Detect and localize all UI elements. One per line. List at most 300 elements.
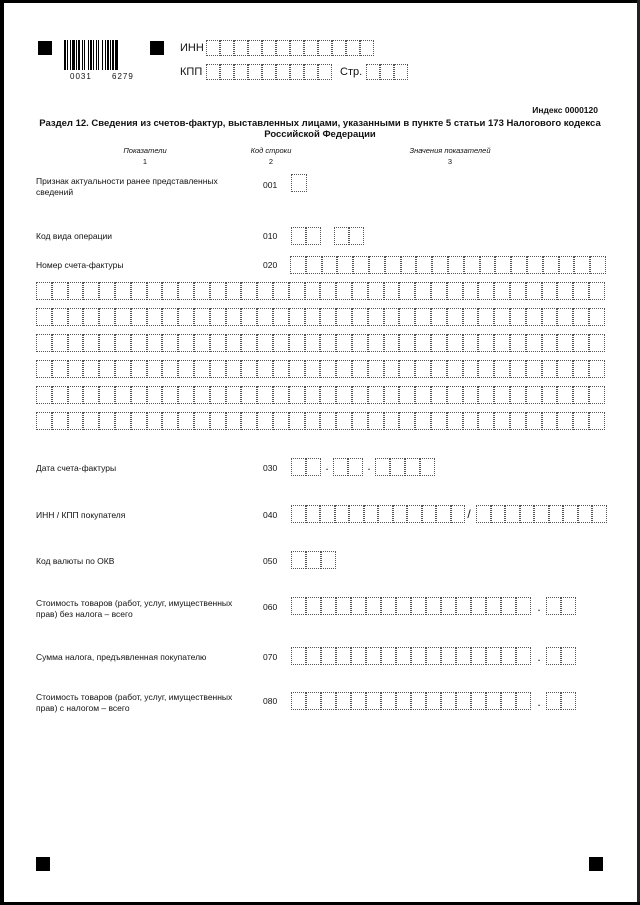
input-cell[interactable] xyxy=(257,386,273,404)
input-cell[interactable] xyxy=(83,360,99,378)
operation-code-field-1[interactable] xyxy=(291,227,321,245)
input-cell[interactable] xyxy=(573,334,589,352)
input-cell[interactable] xyxy=(526,308,542,326)
input-cell[interactable] xyxy=(573,282,589,300)
input-cell[interactable] xyxy=(305,412,321,430)
input-cell[interactable] xyxy=(234,64,248,80)
input-cell[interactable] xyxy=(352,282,368,300)
input-cell[interactable] xyxy=(456,692,471,710)
input-cell[interactable] xyxy=(99,412,115,430)
input-cell[interactable] xyxy=(471,597,486,615)
input-cell[interactable] xyxy=(381,692,396,710)
input-cell[interactable] xyxy=(131,282,147,300)
input-cell[interactable] xyxy=(147,334,163,352)
input-cell[interactable] xyxy=(273,282,289,300)
input-cell[interactable] xyxy=(337,256,353,274)
input-cell[interactable] xyxy=(384,386,400,404)
input-cell[interactable] xyxy=(486,647,501,665)
input-cell[interactable] xyxy=(369,256,385,274)
input-cell[interactable] xyxy=(351,647,366,665)
input-cell[interactable] xyxy=(573,412,589,430)
input-cell[interactable] xyxy=(305,386,321,404)
input-cell[interactable] xyxy=(381,597,396,615)
input-cell[interactable] xyxy=(380,64,394,80)
input-cell[interactable] xyxy=(305,282,321,300)
input-cell[interactable] xyxy=(291,551,306,569)
input-cell[interactable] xyxy=(257,282,273,300)
input-cell[interactable] xyxy=(52,308,68,326)
invoice-number-field-line-2[interactable] xyxy=(36,282,605,300)
input-cell[interactable] xyxy=(162,360,178,378)
input-cell[interactable] xyxy=(494,386,510,404)
input-cell[interactable] xyxy=(248,40,262,56)
input-cell[interactable] xyxy=(407,505,422,523)
input-cell[interactable] xyxy=(83,334,99,352)
input-cell[interactable] xyxy=(241,334,257,352)
input-cell[interactable] xyxy=(463,386,479,404)
input-cell[interactable] xyxy=(399,412,415,430)
input-cell[interactable] xyxy=(147,282,163,300)
input-cell[interactable] xyxy=(52,360,68,378)
input-cell[interactable] xyxy=(546,692,561,710)
input-cell[interactable] xyxy=(352,412,368,430)
input-cell[interactable] xyxy=(290,40,304,56)
input-cell[interactable] xyxy=(352,386,368,404)
input-cell[interactable] xyxy=(542,308,558,326)
input-cell[interactable] xyxy=(320,386,336,404)
input-cell[interactable] xyxy=(99,360,115,378)
input-cell[interactable] xyxy=(589,386,605,404)
input-cell[interactable] xyxy=(194,386,210,404)
page-number-field[interactable] xyxy=(366,64,408,80)
input-cell[interactable] xyxy=(543,256,559,274)
input-cell[interactable] xyxy=(273,334,289,352)
input-cell[interactable] xyxy=(306,692,321,710)
input-cell[interactable] xyxy=(456,597,471,615)
input-cell[interactable] xyxy=(589,360,605,378)
input-cell[interactable] xyxy=(289,360,305,378)
input-cell[interactable] xyxy=(478,386,494,404)
input-cell[interactable] xyxy=(257,412,273,430)
buyer-inn-field[interactable] xyxy=(291,505,465,523)
input-cell[interactable] xyxy=(131,386,147,404)
input-cell[interactable] xyxy=(115,386,131,404)
input-cell[interactable] xyxy=(589,308,605,326)
input-cell[interactable] xyxy=(241,308,257,326)
invoice-number-field-line-1[interactable] xyxy=(290,256,606,274)
input-cell[interactable] xyxy=(322,256,338,274)
input-cell[interactable] xyxy=(384,360,400,378)
input-cell[interactable] xyxy=(396,647,411,665)
input-cell[interactable] xyxy=(505,505,520,523)
input-cell[interactable] xyxy=(546,647,561,665)
input-cell[interactable] xyxy=(36,360,52,378)
invoice-number-field-line-3[interactable] xyxy=(36,308,605,326)
input-cell[interactable] xyxy=(557,334,573,352)
input-cell[interactable] xyxy=(441,647,456,665)
input-cell[interactable] xyxy=(592,505,607,523)
input-cell[interactable] xyxy=(399,282,415,300)
input-cell[interactable] xyxy=(447,282,463,300)
input-cell[interactable] xyxy=(526,282,542,300)
input-cell[interactable] xyxy=(415,360,431,378)
input-cell[interactable] xyxy=(162,412,178,430)
input-cell[interactable] xyxy=(320,505,335,523)
input-cell[interactable] xyxy=(273,386,289,404)
input-cell[interactable] xyxy=(234,40,248,56)
input-cell[interactable] xyxy=(131,334,147,352)
input-cell[interactable] xyxy=(478,282,494,300)
input-cell[interactable] xyxy=(527,256,543,274)
input-cell[interactable] xyxy=(336,647,351,665)
input-cell[interactable] xyxy=(220,64,234,80)
input-cell[interactable] xyxy=(306,505,321,523)
input-cell[interactable] xyxy=(194,360,210,378)
input-cell[interactable] xyxy=(415,334,431,352)
input-cell[interactable] xyxy=(415,282,431,300)
input-cell[interactable] xyxy=(368,282,384,300)
kpp-field[interactable] xyxy=(206,64,332,80)
input-cell[interactable] xyxy=(52,386,68,404)
input-cell[interactable] xyxy=(320,308,336,326)
input-cell[interactable] xyxy=(416,256,432,274)
input-cell[interactable] xyxy=(589,334,605,352)
input-cell[interactable] xyxy=(494,334,510,352)
input-cell[interactable] xyxy=(306,597,321,615)
input-cell[interactable] xyxy=(422,505,437,523)
input-cell[interactable] xyxy=(273,412,289,430)
input-cell[interactable] xyxy=(399,386,415,404)
input-cell[interactable] xyxy=(368,360,384,378)
invoice-number-field-line-7[interactable] xyxy=(36,412,605,430)
input-cell[interactable] xyxy=(394,64,408,80)
input-cell[interactable] xyxy=(305,308,321,326)
input-cell[interactable] xyxy=(399,360,415,378)
input-cell[interactable] xyxy=(68,282,84,300)
input-cell[interactable] xyxy=(68,334,84,352)
input-cell[interactable] xyxy=(52,334,68,352)
input-cell[interactable] xyxy=(226,386,242,404)
input-cell[interactable] xyxy=(360,40,374,56)
input-cell[interactable] xyxy=(351,692,366,710)
input-cell[interactable] xyxy=(396,692,411,710)
input-cell[interactable] xyxy=(336,692,351,710)
input-cell[interactable] xyxy=(463,308,479,326)
input-cell[interactable] xyxy=(574,256,590,274)
input-cell[interactable] xyxy=(463,360,479,378)
input-cell[interactable] xyxy=(318,64,332,80)
input-cell[interactable] xyxy=(52,412,68,430)
input-cell[interactable] xyxy=(384,334,400,352)
input-cell[interactable] xyxy=(526,412,542,430)
input-cell[interactable] xyxy=(494,360,510,378)
input-cell[interactable] xyxy=(456,647,471,665)
input-cell[interactable] xyxy=(220,40,234,56)
input-cell[interactable] xyxy=(501,692,516,710)
input-cell[interactable] xyxy=(306,647,321,665)
input-cell[interactable] xyxy=(320,334,336,352)
input-cell[interactable] xyxy=(366,692,381,710)
input-cell[interactable] xyxy=(115,282,131,300)
input-cell[interactable] xyxy=(335,505,350,523)
input-cell[interactable] xyxy=(480,256,496,274)
input-cell[interactable] xyxy=(447,412,463,430)
input-cell[interactable] xyxy=(304,40,318,56)
input-cell[interactable] xyxy=(463,282,479,300)
input-cell[interactable] xyxy=(495,256,511,274)
input-cell[interactable] xyxy=(534,505,549,523)
input-cell[interactable] xyxy=(321,551,336,569)
input-cell[interactable] xyxy=(99,308,115,326)
input-cell[interactable] xyxy=(332,40,346,56)
input-cell[interactable] xyxy=(464,256,480,274)
input-cell[interactable] xyxy=(401,256,417,274)
input-cell[interactable] xyxy=(426,647,441,665)
input-cell[interactable] xyxy=(384,282,400,300)
input-cell[interactable] xyxy=(289,334,305,352)
input-cell[interactable] xyxy=(334,227,349,245)
input-cell[interactable] xyxy=(368,334,384,352)
input-cell[interactable] xyxy=(83,282,99,300)
input-cell[interactable] xyxy=(431,386,447,404)
input-cell[interactable] xyxy=(210,412,226,430)
input-cell[interactable] xyxy=(99,282,115,300)
input-cell[interactable] xyxy=(516,647,531,665)
value-without-tax-field[interactable] xyxy=(291,597,531,615)
tax-amount-field[interactable] xyxy=(291,647,531,665)
input-cell[interactable] xyxy=(399,334,415,352)
invoice-number-field-line-4[interactable] xyxy=(36,334,605,352)
input-cell[interactable] xyxy=(291,692,306,710)
input-cell[interactable] xyxy=(494,282,510,300)
input-cell[interactable] xyxy=(276,64,290,80)
input-cell[interactable] xyxy=(99,386,115,404)
input-cell[interactable] xyxy=(36,334,52,352)
input-cell[interactable] xyxy=(210,386,226,404)
input-cell[interactable] xyxy=(99,334,115,352)
input-cell[interactable] xyxy=(415,412,431,430)
input-cell[interactable] xyxy=(557,386,573,404)
input-cell[interactable] xyxy=(68,360,84,378)
input-cell[interactable] xyxy=(305,334,321,352)
input-cell[interactable] xyxy=(510,412,526,430)
input-cell[interactable] xyxy=(178,386,194,404)
input-cell[interactable] xyxy=(131,308,147,326)
input-cell[interactable] xyxy=(366,647,381,665)
input-cell[interactable] xyxy=(336,597,351,615)
input-cell[interactable] xyxy=(378,505,393,523)
input-cell[interactable] xyxy=(52,282,68,300)
input-cell[interactable] xyxy=(471,647,486,665)
input-cell[interactable] xyxy=(115,308,131,326)
input-cell[interactable] xyxy=(291,505,306,523)
input-cell[interactable] xyxy=(291,174,307,192)
input-cell[interactable] xyxy=(352,308,368,326)
input-cell[interactable] xyxy=(573,360,589,378)
input-cell[interactable] xyxy=(352,360,368,378)
input-cell[interactable] xyxy=(384,308,400,326)
operation-code-field-2[interactable] xyxy=(334,227,364,245)
invoice-number-field-line-5[interactable] xyxy=(36,360,605,378)
input-cell[interactable] xyxy=(431,334,447,352)
input-cell[interactable] xyxy=(321,597,336,615)
input-cell[interactable] xyxy=(368,308,384,326)
input-cell[interactable] xyxy=(478,334,494,352)
input-cell[interactable] xyxy=(210,308,226,326)
input-cell[interactable] xyxy=(321,692,336,710)
input-cell[interactable] xyxy=(321,647,336,665)
input-cell[interactable] xyxy=(336,386,352,404)
input-cell[interactable] xyxy=(305,360,321,378)
input-cell[interactable] xyxy=(68,308,84,326)
input-cell[interactable] xyxy=(561,692,576,710)
input-cell[interactable] xyxy=(320,282,336,300)
input-cell[interactable] xyxy=(178,360,194,378)
input-cell[interactable] xyxy=(162,282,178,300)
input-cell[interactable] xyxy=(131,412,147,430)
input-cell[interactable] xyxy=(510,308,526,326)
input-cell[interactable] xyxy=(226,282,242,300)
tax-amount-kopecks-field[interactable] xyxy=(546,647,576,665)
input-cell[interactable] xyxy=(431,308,447,326)
input-cell[interactable] xyxy=(559,256,575,274)
input-cell[interactable] xyxy=(147,360,163,378)
input-cell[interactable] xyxy=(411,647,426,665)
invoice-number-field-line-6[interactable] xyxy=(36,386,605,404)
input-cell[interactable] xyxy=(426,692,441,710)
input-cell[interactable] xyxy=(557,360,573,378)
input-cell[interactable] xyxy=(447,386,463,404)
input-cell[interactable] xyxy=(304,64,318,80)
input-cell[interactable] xyxy=(476,505,491,523)
input-cell[interactable] xyxy=(257,334,273,352)
buyer-kpp-field[interactable] xyxy=(476,505,607,523)
input-cell[interactable] xyxy=(273,360,289,378)
input-cell[interactable] xyxy=(478,308,494,326)
input-cell[interactable] xyxy=(590,256,606,274)
input-cell[interactable] xyxy=(194,282,210,300)
input-cell[interactable] xyxy=(36,308,52,326)
currency-code-field[interactable] xyxy=(291,551,336,569)
input-cell[interactable] xyxy=(226,308,242,326)
input-cell[interactable] xyxy=(206,40,220,56)
input-cell[interactable] xyxy=(290,256,306,274)
input-cell[interactable] xyxy=(147,412,163,430)
input-cell[interactable] xyxy=(289,308,305,326)
input-cell[interactable] xyxy=(241,282,257,300)
input-cell[interactable] xyxy=(426,597,441,615)
input-cell[interactable] xyxy=(248,64,262,80)
input-cell[interactable] xyxy=(290,64,304,80)
value-with-tax-field[interactable] xyxy=(291,692,531,710)
input-cell[interactable] xyxy=(226,360,242,378)
input-cell[interactable] xyxy=(501,647,516,665)
input-cell[interactable] xyxy=(36,412,52,430)
input-cell[interactable] xyxy=(241,360,257,378)
input-cell[interactable] xyxy=(542,282,558,300)
input-cell[interactable] xyxy=(448,256,464,274)
input-cell[interactable] xyxy=(276,40,290,56)
input-cell[interactable] xyxy=(399,308,415,326)
input-cell[interactable] xyxy=(396,597,411,615)
input-cell[interactable] xyxy=(262,40,276,56)
input-cell[interactable] xyxy=(336,334,352,352)
input-cell[interactable] xyxy=(526,386,542,404)
input-cell[interactable] xyxy=(306,551,321,569)
input-cell[interactable] xyxy=(542,386,558,404)
input-cell[interactable] xyxy=(306,256,322,274)
input-cell[interactable] xyxy=(289,386,305,404)
input-cell[interactable] xyxy=(431,282,447,300)
input-cell[interactable] xyxy=(346,40,360,56)
input-cell[interactable] xyxy=(306,227,321,245)
input-cell[interactable] xyxy=(431,412,447,430)
input-cell[interactable] xyxy=(557,308,573,326)
input-cell[interactable] xyxy=(542,334,558,352)
input-cell[interactable] xyxy=(226,334,242,352)
input-cell[interactable] xyxy=(178,412,194,430)
input-cell[interactable] xyxy=(411,692,426,710)
input-cell[interactable] xyxy=(336,360,352,378)
input-cell[interactable] xyxy=(471,692,486,710)
input-cell[interactable] xyxy=(36,386,52,404)
input-cell[interactable] xyxy=(549,505,564,523)
input-cell[interactable] xyxy=(463,334,479,352)
input-cell[interactable] xyxy=(194,412,210,430)
input-cell[interactable] xyxy=(384,412,400,430)
input-cell[interactable] xyxy=(291,647,306,665)
input-cell[interactable] xyxy=(257,360,273,378)
input-cell[interactable] xyxy=(520,505,535,523)
input-cell[interactable] xyxy=(546,597,561,615)
input-cell[interactable] xyxy=(241,412,257,430)
input-cell[interactable] xyxy=(368,386,384,404)
input-cell[interactable] xyxy=(178,308,194,326)
input-cell[interactable] xyxy=(162,386,178,404)
input-cell[interactable] xyxy=(516,692,531,710)
input-cell[interactable] xyxy=(178,282,194,300)
input-cell[interactable] xyxy=(83,386,99,404)
input-cell[interactable] xyxy=(447,334,463,352)
input-cell[interactable] xyxy=(194,334,210,352)
input-cell[interactable] xyxy=(147,308,163,326)
input-cell[interactable] xyxy=(393,505,408,523)
input-cell[interactable] xyxy=(178,334,194,352)
input-cell[interactable] xyxy=(561,597,576,615)
input-cell[interactable] xyxy=(351,597,366,615)
value-without-tax-kopecks-field[interactable] xyxy=(546,597,576,615)
input-cell[interactable] xyxy=(510,334,526,352)
input-cell[interactable] xyxy=(510,282,526,300)
input-cell[interactable] xyxy=(115,360,131,378)
input-cell[interactable] xyxy=(557,412,573,430)
input-cell[interactable] xyxy=(494,308,510,326)
input-cell[interactable] xyxy=(385,256,401,274)
input-cell[interactable] xyxy=(83,308,99,326)
input-cell[interactable] xyxy=(478,412,494,430)
input-cell[interactable] xyxy=(478,360,494,378)
input-cell[interactable] xyxy=(563,505,578,523)
input-cell[interactable] xyxy=(291,227,306,245)
input-cell[interactable] xyxy=(441,597,456,615)
input-cell[interactable] xyxy=(436,505,451,523)
input-cell[interactable] xyxy=(68,386,84,404)
input-cell[interactable] xyxy=(336,308,352,326)
input-cell[interactable] xyxy=(561,647,576,665)
input-cell[interactable] xyxy=(432,256,448,274)
input-cell[interactable] xyxy=(210,334,226,352)
input-cell[interactable] xyxy=(447,360,463,378)
